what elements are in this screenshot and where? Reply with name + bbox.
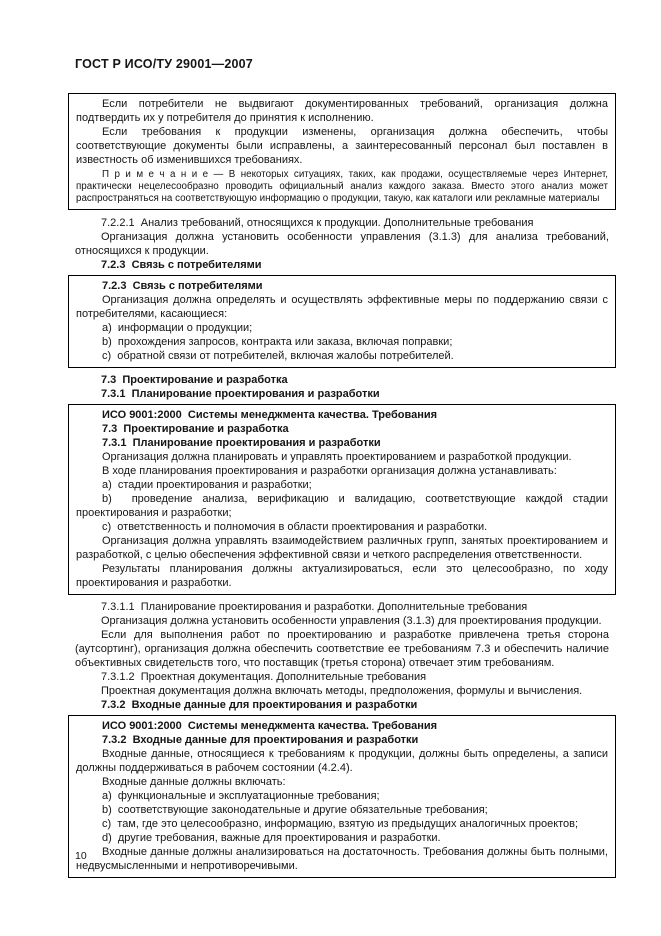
- paragraph: Организация должна планировать и управлять проектированием и разработкой продукции.: [102, 451, 572, 463]
- paragraph: Организация должна определять и осуществлять эффективные меры по поддержанию связи с потребителями, касающиеся:: [76, 294, 608, 320]
- paragraph: Если требования к продукции изменены, организация должна обеспечить, чтобы соответствующие документы были исправлены, а заинтересованный персонал был поставлен в известность об изменившихся требованиях.: [76, 126, 608, 166]
- section-7-3: [68, 373, 616, 401]
- paragraph: В ходе планирования проектирования и разработки организация должна устанавливать:: [102, 465, 557, 477]
- section-heading: 7.3 Проектирование и разработка: [101, 374, 288, 386]
- quote-box-7-3-1: [68, 404, 616, 595]
- list-item: a) информации о продукции;: [102, 322, 253, 334]
- source-title: ИСО 9001:2000 Системы менеджмента качества. Требования: [102, 720, 438, 732]
- quote-box-customer-requirements: [68, 93, 616, 210]
- section-heading: 7.3.1.1 Планирование проектирования и разработки. Дополнительные требования: [101, 601, 528, 613]
- note-paragraph: П р и м е ч а н и е — В некоторых ситуациях, таких, как продажи, осуществляемые через Интернет, практически нецелесообразно проводить официальный анализ каждого заказа. Вместо этого анализ может распространяться на соответствующую информацию о продукции, такую, как каталоги или рекламные материалы: [76, 169, 608, 204]
- section-heading: 7.2.3 Связь с потребителями: [102, 280, 263, 292]
- list-item: d) другие требования, важные для проектирования и разработки.: [102, 832, 441, 844]
- source-title: ИСО 9001:2000 Системы менеджмента качества. Требования: [102, 409, 438, 421]
- section-heading: 7.3.2 Входные данные для проектирования и разработки: [102, 734, 419, 746]
- list-item: b) прохождения запросов, контракта или заказа, включая поправки;: [102, 336, 453, 348]
- page-content: [68, 93, 616, 878]
- section-7-3-1-1: [68, 600, 616, 712]
- quote-box-7-3-2: [68, 715, 616, 878]
- list-item: a) стадии проектирования и разработки;: [102, 479, 312, 491]
- section-heading: 7.3.1.2 Проектная документация. Дополнительные требования: [101, 671, 427, 683]
- page-number: 10: [75, 850, 87, 862]
- paragraph: Входные данные, относящиеся к требованиям к продукции, должны быть определены, а записи должны поддерживаться в рабочем состоянии (4.2.4).: [76, 748, 608, 774]
- section-heading: 7.3.2 Входные данные для проектирования и разработки: [101, 699, 418, 711]
- paragraph: Организация должна установить особенности управления (3.1.3) для анализа требований, относящихся к продукции.: [75, 231, 609, 257]
- paragraph: Проектная документация должна включать методы, предположения, формулы и вычисления.: [101, 685, 583, 697]
- list-item: c) там, где это целесообразно, информацию, взятую из предыдущих аналогичных проектов;: [102, 818, 579, 830]
- section-heading: 7.3.1 Планирование проектирования и разработки: [102, 437, 381, 449]
- section-heading: 7.2.2.1 Анализ требований, относящихся к продукции. Дополнительные требования: [101, 217, 534, 229]
- section-7-2-2-1: [68, 216, 616, 272]
- list-item: c) обратной связи от потребителей, включая жалобы потребителей.: [102, 350, 454, 362]
- document-standard-code: ГОСТ Р ИСО/ТУ 29001—2007: [75, 57, 253, 71]
- paragraph: Результаты планирования должны актуализироваться, если это целесообразно, по ходу проектирования и разработки.: [76, 563, 608, 589]
- section-heading: 7.3.1 Планирование проектирования и разработки: [101, 388, 380, 400]
- list-item: b) соответствующие законодательные и другие обязательные требования;: [102, 804, 488, 816]
- list-item: b) проведение анализа, верификацию и валидацию, соответствующие каждой стадии проектирования и разработки;: [76, 493, 608, 519]
- paragraph: Входные данные должны анализироваться на достаточность. Требования должны быть полными, недвусмысленными и непротиворечивыми.: [76, 846, 608, 872]
- quote-box-7-2-3: [68, 275, 616, 368]
- paragraph: Организация должна управлять взаимодействием различных групп, занятых проектированием и разработкой, с целью обеспечения эффективной связи и четкого распределения ответственности.: [76, 535, 608, 561]
- paragraph: Если потребители не выдвигают документированных требований, организация должна подтвердить их у потребителя до принятия к исполнению.: [76, 98, 608, 124]
- section-heading: 7.2.3 Связь с потребителями: [101, 259, 262, 271]
- paragraph: Если для выполнения работ по проектированию и разработке привлечена третья сторона (аутсортинг), организация должна обеспечить соответствие ее требованиям 7.3 и обеспечить наличие объективных свидетельств того, что поставщик (третья сторона) отвечает этим требованиям.: [75, 629, 609, 669]
- list-item: c) ответственность и полномочия в области проектирования и разработки.: [102, 521, 488, 533]
- section-heading: 7.3 Проектирование и разработка: [102, 423, 289, 435]
- paragraph: Входные данные должны включать:: [102, 776, 286, 788]
- list-item: a) функциональные и эксплуатационные требования;: [102, 790, 380, 802]
- paragraph: Организация должна установить особенности управления (3.1.3) для проектирования продукции.: [101, 615, 602, 627]
